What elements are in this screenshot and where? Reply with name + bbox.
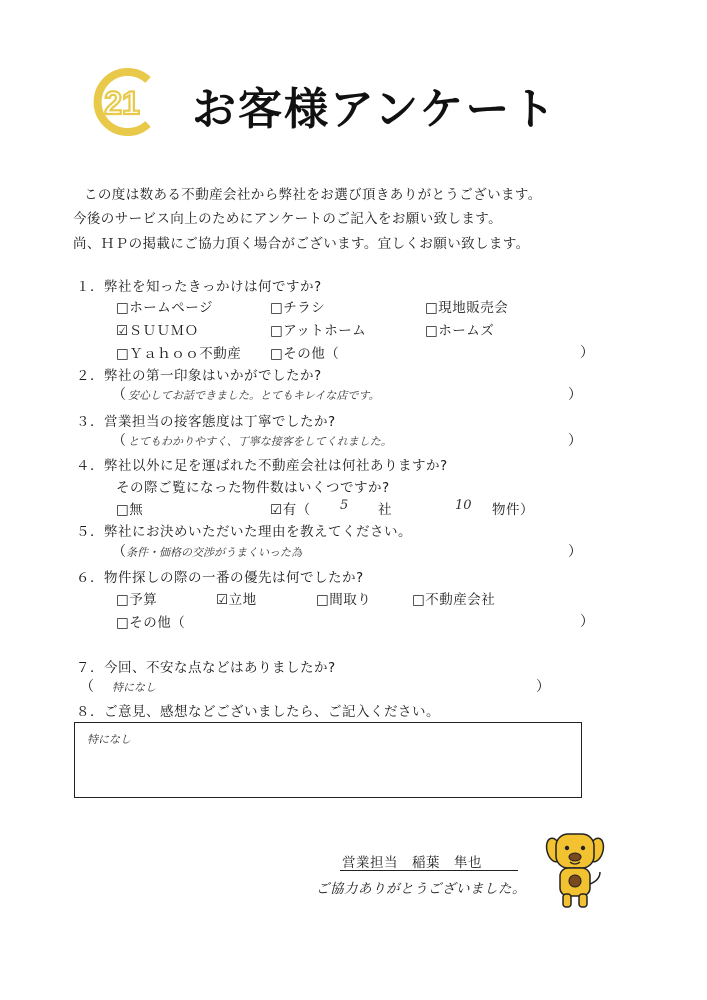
century21-logo: [86, 64, 162, 140]
q4-property-unit: 物件）: [492, 502, 534, 518]
question-2: ２．弊社の第一印象はいかがでしたか?: [76, 368, 322, 384]
question-4-subtext: その際ご覧になった物件数はいくつですか?: [116, 480, 390, 496]
q4-property-count[interactable]: 10: [455, 498, 472, 513]
q2-close-paren: ）: [568, 387, 582, 403]
question-6: ６．物件探しの際の一番の優先は何でしたか?: [76, 570, 364, 586]
q1-option-other[interactable]: □その他（: [270, 346, 340, 362]
q4-option-yes[interactable]: ☑有（: [270, 502, 311, 518]
q6-option-other[interactable]: □その他（: [116, 615, 186, 631]
q7-answer[interactable]: 特になし: [112, 681, 156, 694]
intro-line-1: この度は数ある不動産会社から弊社をお選び頂きありがとうございます。: [84, 187, 542, 203]
q5-open-paren: （: [112, 544, 126, 560]
q6-option-agency[interactable]: □不動産会社: [412, 592, 496, 608]
q6-option-budget[interactable]: □予算: [116, 592, 158, 608]
q1-option-yahoo[interactable]: □Ｙａｈｏｏ不動産: [116, 346, 242, 362]
staff-underline: [340, 870, 518, 871]
q7-open-paren: （: [80, 679, 94, 695]
q1-option-homes[interactable]: □ホームズ: [425, 323, 495, 339]
q6-option-location[interactable]: ☑立地: [216, 592, 257, 608]
q2-answer[interactable]: 安心してお話できました。とてもキレイな店です。: [128, 389, 380, 402]
q1-option-open-house[interactable]: □現地販売会: [425, 300, 509, 316]
q5-close-paren: ）: [568, 544, 582, 560]
comment-box[interactable]: [74, 722, 582, 798]
question-1: １．弊社を知ったきっかけは何ですか?: [76, 279, 322, 295]
q5-answer[interactable]: 条件・価格の交渉がうまくいった為: [126, 546, 302, 559]
q4-company-count[interactable]: 5: [340, 498, 349, 513]
q6-close-paren: ）: [580, 614, 594, 630]
q1-option-homepage[interactable]: □ホームページ: [116, 300, 213, 316]
question-7: ７．今回、不安な点などはありましたか?: [76, 660, 336, 676]
intro-line-2: 今後のサービス向上のためにアンケートのご記入をお願い致します。: [73, 211, 503, 227]
q6-option-layout[interactable]: □間取り: [316, 592, 372, 608]
q1-close-paren: ）: [580, 345, 594, 361]
q1-option-suumo[interactable]: ☑ＳＵＵＭＯ: [116, 323, 199, 339]
staff-name: 営業担当 稲葉 隼也: [342, 855, 482, 871]
q4-company-unit: 社: [378, 502, 392, 518]
q1-option-flyer[interactable]: □チラシ: [270, 300, 326, 316]
dog-mascot-illustration: [544, 826, 606, 910]
page-title: お客様アンケート: [192, 84, 558, 135]
q3-close-paren: ）: [568, 433, 582, 449]
q2-open-paren: （: [112, 387, 126, 403]
logo-text: 21: [104, 85, 140, 121]
q3-answer[interactable]: とてもわかりやすく、丁寧な接客をしてくれました。: [128, 435, 392, 448]
thanks-message: ご協力ありがとうございました。: [316, 881, 526, 897]
q7-close-paren: ）: [536, 679, 550, 695]
question-4: ４．弊社以外に足を運ばれた不動産会社は何社ありますか?: [76, 458, 448, 474]
q8-answer[interactable]: 特になし: [87, 733, 131, 746]
question-5: ５．弊社にお決めいただいた理由を教えてください。: [76, 524, 412, 540]
question-8: ８．ご意見、感想などございましたら、ご記入ください。: [76, 704, 440, 720]
q4-option-none[interactable]: □無: [116, 502, 144, 518]
q3-open-paren: （: [112, 433, 126, 449]
question-3: ３．営業担当の接客態度は丁寧でしたか?: [76, 414, 336, 430]
intro-line-3: 尚、ＨＰの掲載にご協力頂く場合がございます。宜しくお願い致します。: [73, 236, 530, 252]
q1-option-athome[interactable]: □アットホーム: [270, 323, 367, 339]
